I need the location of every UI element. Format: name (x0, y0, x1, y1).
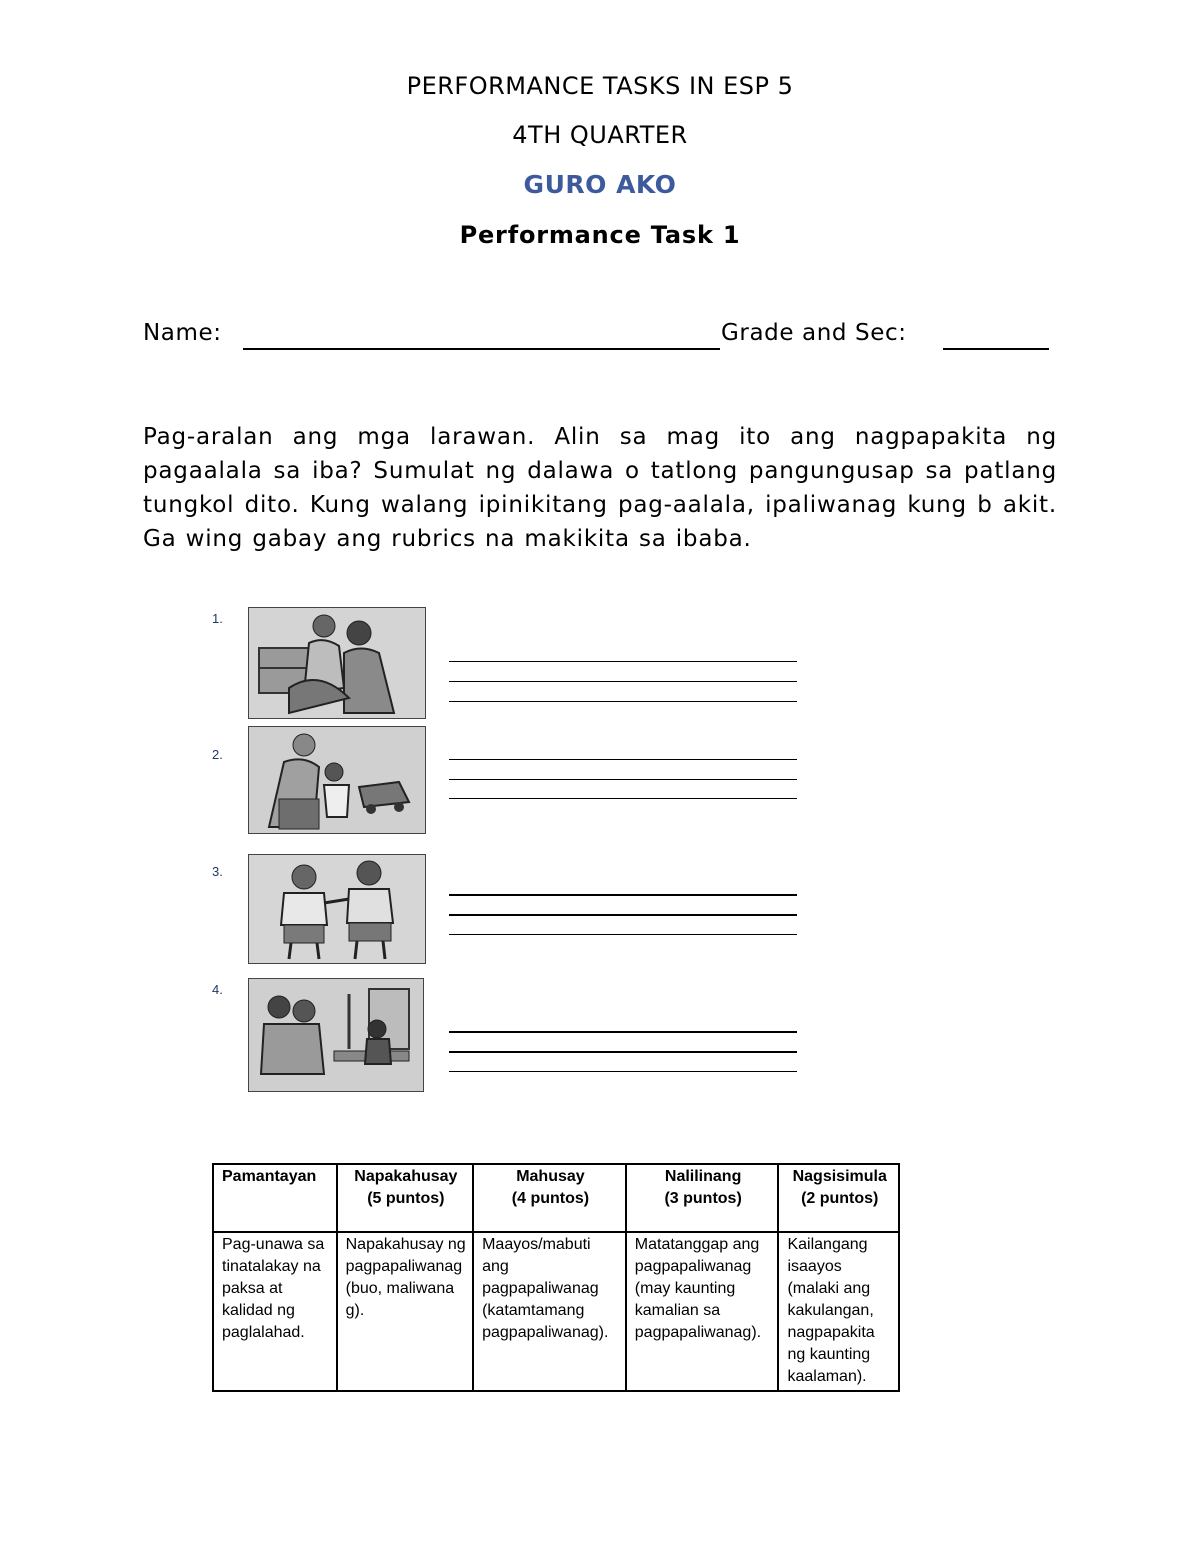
family-help-icon (248, 607, 426, 719)
rubric-row (213, 1232, 899, 1391)
answer-line[interactable] (449, 701, 797, 702)
name-blank[interactable] (243, 348, 720, 350)
rubric-header-level: Nalilinang (3 puntos) (626, 1164, 779, 1232)
item-number: 2. (212, 747, 223, 762)
brand-heading: GURO AKO (523, 170, 677, 199)
answer-line[interactable] (449, 681, 797, 682)
item-number: 1. (212, 611, 223, 626)
quarter-heading: 4TH QUARTER (512, 121, 688, 149)
answer-line[interactable] (449, 934, 797, 935)
rubric-table (212, 1163, 900, 1392)
answer-line[interactable] (449, 1051, 797, 1053)
answer-line[interactable] (449, 914, 797, 916)
rubric-cell: Maayos/mabuti ang pagpapaliwanag (katamtamang pagpapaliwanag). (473, 1232, 626, 1391)
rubric-header-level: Nagsisimula (2 puntos) (778, 1164, 899, 1232)
answer-line[interactable] (449, 894, 797, 896)
name-label: Name: (143, 320, 222, 346)
rubric-cell: Kailangang isaayos (malaki ang kakulangan, nagpapakita ng kaunting kaalaman). (778, 1232, 899, 1391)
student-info-row (143, 320, 1053, 352)
item-number: 4. (212, 982, 223, 997)
children-bench-icon (248, 978, 424, 1092)
task-heading: Performance Task 1 (459, 221, 741, 249)
rubric-cell: Napakahusay ng pagpapaliwanag (buo, maliwanag). (337, 1232, 473, 1391)
answer-line[interactable] (449, 661, 797, 662)
boys-fighting-icon (248, 854, 426, 964)
grade-sec-blank[interactable] (943, 348, 1049, 350)
document-title: PERFORMANCE TASKS IN ESP 5 (406, 72, 794, 100)
answer-line[interactable] (449, 779, 797, 780)
rubric-header-level: Napakahusay (5 puntos) (337, 1164, 473, 1232)
grade-sec-label: Grade and Sec: (721, 320, 907, 346)
answer-line[interactable] (449, 1071, 797, 1072)
answer-line[interactable] (449, 798, 797, 799)
adult-child-toy-car-icon (248, 726, 426, 834)
answer-line[interactable] (449, 1031, 797, 1033)
instructions-paragraph: Pag-aralan ang mga larawan. Alin sa mag ito ang nagpapakita ng pagaalala sa iba? Sumulat ng dalawa o tatlong pangungusap sa patlang tungkol dito. Kung walang ipinikitang pag-aalala, ipaliwanag kung b akit. Ga wing gabay ang rubrics na makikita sa ibaba. (143, 424, 1057, 552)
rubric-header-criteria: Pamantayan (213, 1164, 337, 1232)
rubric-header-row (213, 1164, 899, 1232)
rubric-header-level: Mahusay (4 puntos) (473, 1164, 626, 1232)
answer-line[interactable] (449, 759, 797, 760)
item-number: 3. (212, 864, 223, 879)
rubric-cell: Pag-unawa sa tinatalakay na paksa at kalidad ng paglalahad. (213, 1232, 337, 1391)
rubric-cell: Matatanggap ang pagpapaliwanag (may kaunting kamalian sa pagpapaliwanag). (626, 1232, 779, 1391)
